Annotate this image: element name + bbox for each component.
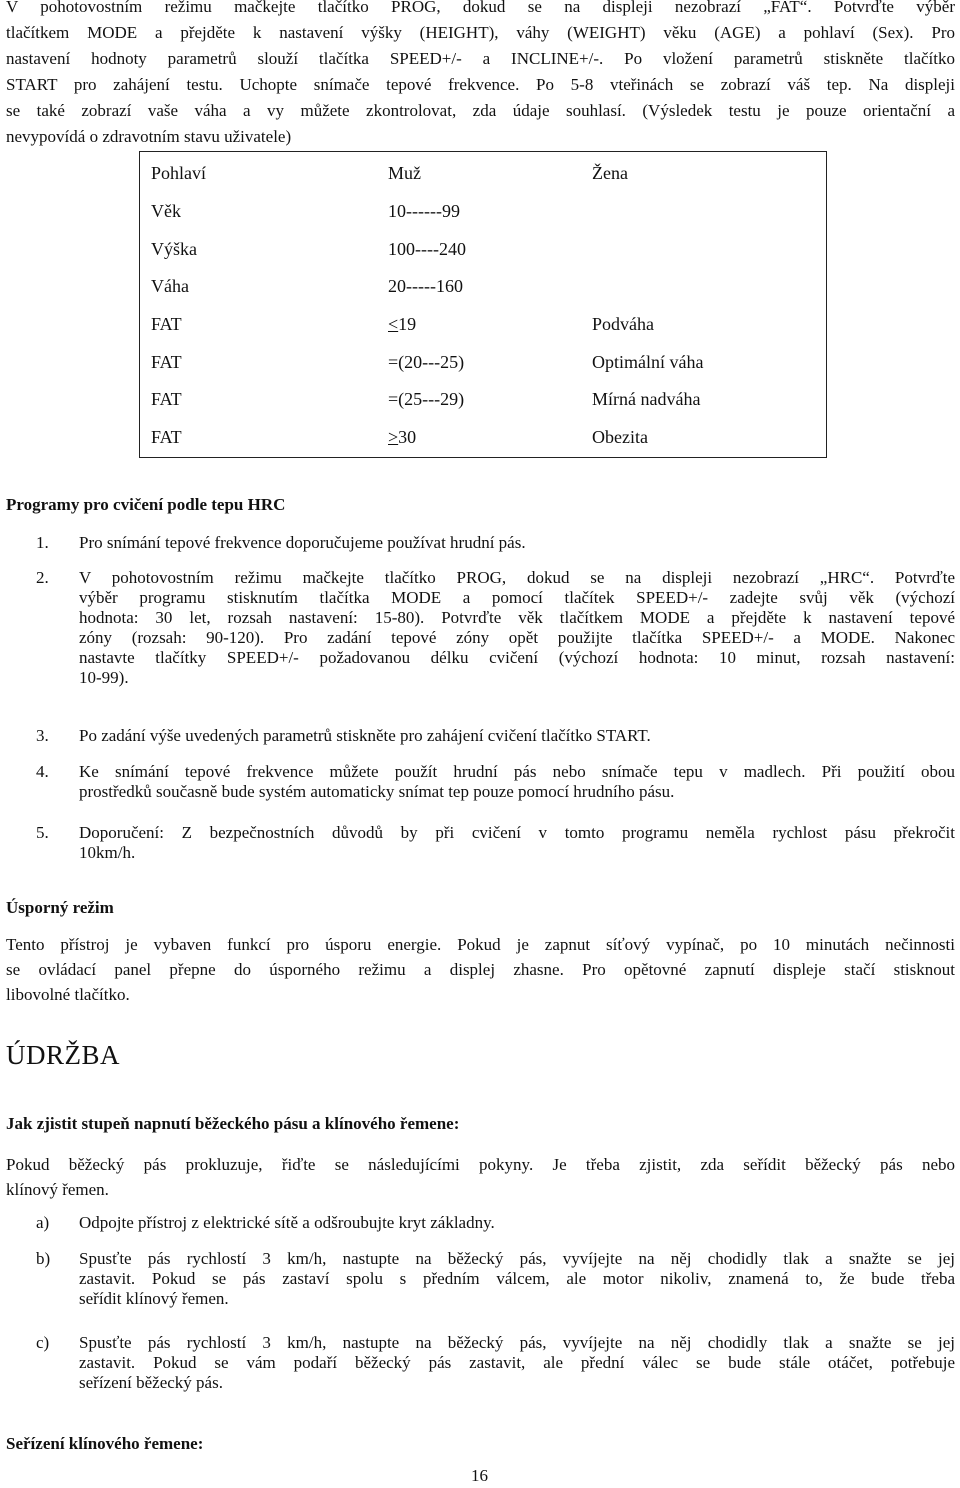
text-line: Doporučení: Z bezpečnostních důvodů by při cvičení v tomto programu neměla rychlost pásu překročit (79, 823, 955, 842)
text-line: libovolné tlačítko. (6, 985, 130, 1004)
list-number: 4. (36, 762, 49, 781)
tension-heading: Jak zjistit stupeň napnutí běžeckého pásu a klínového řemene: (6, 1114, 460, 1133)
table-row (140, 306, 827, 344)
text-line: 10-99). (79, 668, 129, 687)
text-line: START pro zahájení testu. Uchopte snímače tepové frekvence. Po 5-8 vteřinách se zobrazí váš tep. Na displeji (6, 75, 955, 94)
table-row (140, 268, 827, 306)
text-line: Spusťte pás rychlostí 3 km/h, nastupte na běžecký pás, vyvíjejte na něj chodidly tlak a snažte se jej (79, 1333, 955, 1352)
table-cell: Výška (151, 238, 197, 259)
text-line: Po zadání výše uvedených parametrů stiskněte pro zahájení cvičení tlačítko START. (79, 726, 651, 745)
text-line: V pohotovostním režimu mačkejte tlačítko PROG, dokud se na displeji nezobrazí „HRC“. Potvrďte (79, 568, 955, 587)
table-cell: FAT (151, 351, 182, 372)
text-line: se také zobrazí vaše váha a vy můžete zkontrolovat, zda údaje souhlasí. (Výsledek testu je pouze orientační a (6, 101, 955, 120)
table-row (140, 152, 827, 193)
eco-heading: Úsporný režim (6, 898, 114, 917)
list-number: 1. (36, 533, 49, 552)
text-line: Ke snímání tepové frekvence můžete použít hrudní pás nebo snímače tepu v madlech. Při použití obou (79, 762, 955, 781)
tension-paragraph (6, 1152, 955, 1202)
list-letter: a) (36, 1213, 50, 1232)
table-cell (377, 306, 581, 344)
text-line: Pokud běžecký pás prokluzuje, řiďte se následujícími pokyny. Je třeba zjistit, zda seřídit běžecký pás nebo (6, 1155, 955, 1174)
greater-than-symbol: > (388, 427, 399, 448)
table-cell: FAT (151, 389, 182, 410)
list-letter: b) (36, 1249, 51, 1268)
table-cell: Váha (151, 276, 189, 297)
table-cell: Obezita (592, 427, 648, 448)
text-line: zóny (rozsah: 90-120). Pro zadání tepové zóny opět použijte tlačítka SPEED+/- a MODE. Nakonec (79, 628, 955, 647)
page-number: 16 (471, 1466, 488, 1485)
text-line: seřízení běžecký pás. (79, 1373, 223, 1392)
hrc-heading: Programy pro cvičení podle tepu HRC (6, 495, 286, 514)
text-line: Tento přístroj je vybaven funkcí pro úsporu energie. Pokud je zapnut síťový vypínač, po 10 minutách nečinnosti (6, 935, 955, 954)
text-line: nevypovídá o zdravotním stavu uživatele) (6, 127, 292, 146)
text-line: Pro snímání tepové frekvence doporučujeme používat hrudní pás. (79, 533, 526, 552)
fat-test-paragraph (6, 0, 955, 150)
text-line: Odpojte přístroj z elektrické sítě a odšroubujte kryt základny. (79, 1213, 495, 1232)
text-line: se ovládací panel přepne do úsporného režimu a displej zhasne. Pro opětovné zapnutí displeje stačí stisknout (6, 960, 955, 979)
text-line: nastavte tlačítky SPEED+/- požadovanou délku cvičení (výchozí hodnota: 10 minut, rozsah nastavení: (79, 648, 955, 667)
table-cell: 100----240 (388, 238, 466, 259)
less-than-symbol: < (388, 314, 399, 335)
text-line: hodnota: 30 let, rozsah nastavení: 15-80). Potvrďte věk tlačítkem MODE a přejděte k nastavení tepové (79, 608, 955, 627)
text-line: výběr programu stisknutím tlačítka MODE a pomocí tlačítek SPEED+/- zadejte svůj věk (výchozí (79, 588, 955, 607)
maintenance-title: ÚDRŽBA (6, 1040, 121, 1070)
table-cell: =(25---29) (388, 389, 465, 410)
list-letter: c) (36, 1333, 50, 1352)
table-cell: Podváha (592, 314, 654, 335)
table-cell: =(20---25) (388, 351, 465, 372)
table-row (140, 343, 827, 381)
eco-paragraph (6, 932, 955, 1007)
table-cell: FAT (151, 314, 182, 335)
table-cell (581, 230, 827, 268)
table-cell: 10------99 (388, 201, 460, 222)
list-number: 5. (36, 823, 49, 842)
text-line: V pohotovostním režimu mačkejte tlačítko PROG, dokud se na displeji nezobrazí „FAT“. Potvrďte výběr (6, 0, 955, 16)
table-row (140, 381, 827, 419)
fat-parameter-table (139, 151, 827, 458)
table-cell: 20-----160 (388, 276, 463, 297)
table-cell: FAT (151, 427, 182, 448)
text-line: 10km/h. (79, 843, 136, 862)
text-line: Spusťte pás rychlostí 3 km/h, nastupte na běžecký pás, vyvíjejte na něj chodidly tlak a snažte se jej (79, 1249, 955, 1268)
text-line: klínový řemen. (6, 1180, 109, 1199)
text-line: zastavit. Pokud se vám podaří běžecký pás zastavit, ale přední válec se bude stále otáčet, potřebuje (79, 1353, 955, 1372)
table-cell (377, 419, 581, 457)
table-cell: Pohlaví (151, 163, 207, 184)
text-line: nastavení hodnoty parametrů slouží tlačítka SPEED+/- a INCLINE+/-. Po vložení parametrů stiskněte tlačítko (6, 49, 955, 68)
table-cell (581, 193, 827, 231)
table-row (140, 419, 827, 457)
text-line: tlačítkem MODE a přejděte k nastavení výšky (HEIGHT), váhy (WEIGHT) věku (AGE) a pohlaví (Sex). Pro (6, 23, 955, 42)
text-line: zastavit. Pokud se pás zastaví spolu s předním válcem, ale motor nikoliv, znamená to, že bude třeba (79, 1269, 955, 1288)
table-row (140, 230, 827, 268)
table-cell: Mírná nadváha (592, 389, 701, 410)
text-line: prostředků současně bude systém automaticky snímat tep pouze pomocí hrudního pásu. (79, 782, 675, 801)
cell-value: 30 (398, 427, 417, 448)
list-number: 3. (36, 726, 49, 745)
cell-value: 19 (398, 314, 417, 335)
table-row (140, 193, 827, 231)
text-line: seřídit klínový řemen. (79, 1289, 229, 1308)
table-cell: Žena (592, 163, 628, 184)
table-cell: Muž (388, 163, 421, 184)
belt-heading: Seřízení klínového řemene: (6, 1434, 204, 1453)
table-cell (581, 268, 827, 306)
list-number: 2. (36, 568, 49, 587)
table-cell: Optimální váha (592, 351, 704, 372)
table-cell: Věk (151, 201, 181, 222)
